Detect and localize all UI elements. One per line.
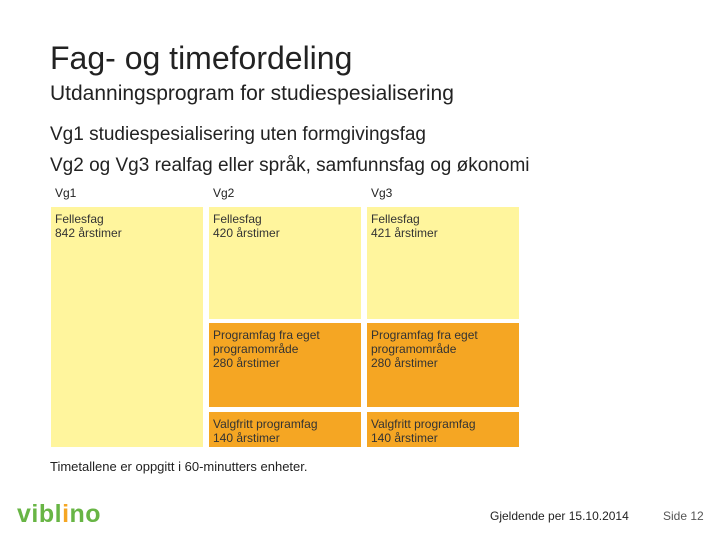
footer-date: Gjeldende per 15.10.2014 <box>490 509 629 523</box>
block-vg1-fellesfag <box>51 207 203 447</box>
logo-text-accent: i <box>62 500 70 528</box>
block-hours: 280 årstimer <box>371 356 438 370</box>
block-label: Valgfritt programfag <box>371 417 476 431</box>
block-label: Fellesfag <box>371 212 420 226</box>
block-vg3-fellesfag <box>367 207 519 319</box>
block-vg2-valgfritt <box>209 412 361 447</box>
block-vg3-valgfritt <box>367 412 519 447</box>
logo-text-end: no <box>69 500 102 528</box>
block-line1: Programfag fra eget <box>213 328 320 342</box>
block-label: Fellesfag <box>213 212 262 226</box>
column-header-vg1: Vg1 <box>55 186 77 200</box>
hours-note: Timetallene er oppgitt i 60-minutters enheter. <box>50 459 308 474</box>
program-line-vg1: Vg1 studiespesialisering uten formgivingsfag <box>50 124 426 145</box>
logo-text-main: vibl <box>17 500 63 528</box>
slide-subtitle: Utdanningsprogram for studiespesialisering <box>50 82 454 105</box>
block-vg2-programfag <box>209 323 361 407</box>
block-hours: 140 årstimer <box>371 431 438 445</box>
column-header-vg2: Vg2 <box>213 186 235 200</box>
block-vg3-programfag <box>367 323 519 407</box>
block-hours: 421 årstimer <box>371 226 438 240</box>
block-label: Fellesfag <box>55 212 104 226</box>
block-line2: programområde <box>371 342 457 356</box>
block-hours: 842 årstimer <box>55 226 122 240</box>
column-header-vg3: Vg3 <box>371 186 393 200</box>
block-hours: 140 årstimer <box>213 431 280 445</box>
block-label: Valgfritt programfag <box>213 417 318 431</box>
slide-title: Fag- og timefordeling <box>50 40 353 76</box>
page-number: Side 12 <box>663 509 704 523</box>
block-hours: 280 årstimer <box>213 356 280 370</box>
block-line2: programområde <box>213 342 299 356</box>
vilbo-logo <box>17 500 101 529</box>
block-line1: Programfag fra eget <box>371 328 478 342</box>
block-vg2-fellesfag <box>209 207 361 319</box>
program-line-vg2-vg3: Vg2 og Vg3 realfag eller språk, samfunnsfag og økonomi <box>50 155 530 176</box>
block-hours: 420 årstimer <box>213 226 280 240</box>
